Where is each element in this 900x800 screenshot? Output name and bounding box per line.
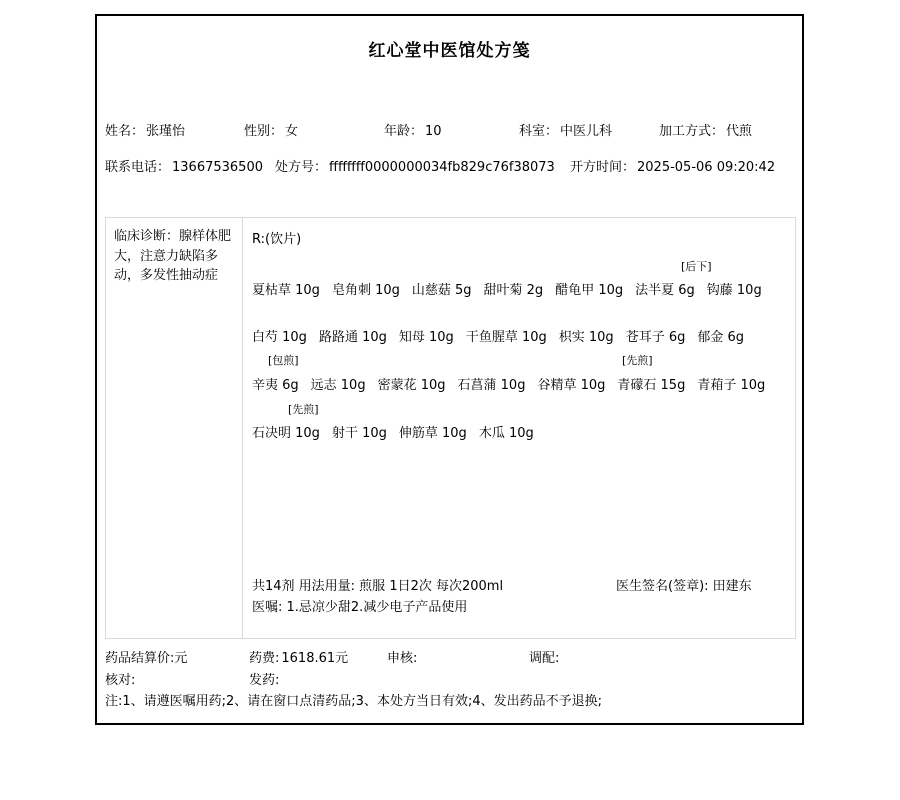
prepare-field: 调配: xyxy=(529,651,560,666)
herb-item: 石决明 10g xyxy=(252,426,320,441)
herb-item: 木瓜 10g xyxy=(478,426,534,441)
herb-item: 伸筋草 10g xyxy=(398,426,467,441)
patient-process-value: 代煎 xyxy=(726,124,753,139)
herb-line xyxy=(252,326,744,345)
footer-note: 注:1、请遵医嘱用药;2、请在窗口点清药品;3、本处方当日有效;4、发出药品不予退换; xyxy=(105,694,602,709)
patient-phone xyxy=(105,156,263,175)
patient-name-label: 姓名： xyxy=(105,124,145,139)
patient-process-method xyxy=(659,120,752,139)
patient-department-value: 中医儿科 xyxy=(560,124,613,139)
prescription-time-label: 开方时间： xyxy=(570,160,636,175)
rx-header: R:(饮片) xyxy=(252,232,302,247)
herb-line xyxy=(252,279,762,298)
herb-item: 谷精草 10g xyxy=(537,378,606,393)
dosage-summary: 共14剂 用法用量: 煎服 1日2次 每次200ml xyxy=(252,579,504,594)
herb-item: 远志 10g xyxy=(310,378,366,393)
prescription-time xyxy=(570,156,775,175)
decoct-tag-add-later: [后下] xyxy=(681,260,712,273)
patient-age-value: 10 xyxy=(425,124,442,139)
herb-item: 夏枯草 10g xyxy=(252,283,320,298)
decoct-tag-boil-first: [先煎] xyxy=(288,403,319,416)
patient-phone-label: 联系电话： xyxy=(105,160,171,175)
prescription-sheet xyxy=(95,14,804,725)
herb-item: 钩藤 10g xyxy=(706,283,762,298)
patient-gender-label: 性别： xyxy=(244,124,284,139)
herb-item: 青礞石 15g xyxy=(617,378,686,393)
herb-item: 石菖蒲 10g xyxy=(457,378,526,393)
herb-item: 密蒙花 10g xyxy=(377,378,446,393)
prescription-number-label: 处方号： xyxy=(275,160,328,175)
patient-gender-value: 女 xyxy=(285,124,299,139)
herb-item: 枳实 10g xyxy=(558,330,614,345)
herb-item: 皂角刺 10g xyxy=(331,283,400,298)
prescription-body xyxy=(105,217,796,639)
prescription-number-value: ffffffff0000000034fb829c76f38073 xyxy=(329,160,555,175)
herb-item: 郁金 6g xyxy=(697,330,744,345)
rx-area xyxy=(244,218,795,638)
medicine-fee-label: 药费: xyxy=(249,651,280,666)
herb-item: 知母 10g xyxy=(398,330,454,345)
patient-name xyxy=(105,120,185,139)
patient-department-label: 科室： xyxy=(519,124,559,139)
prescription-time-value: 2025-05-06 09:20:42 xyxy=(637,160,776,175)
herb-item: 干鱼腥草 10g xyxy=(465,330,547,345)
herb-item: 路路通 10g xyxy=(318,330,387,345)
herb-item: 醋龟甲 10g xyxy=(555,283,624,298)
herb-line xyxy=(252,374,765,393)
prescription-number xyxy=(275,156,555,175)
decoct-tag-wrap-boil: [包煎] xyxy=(268,354,299,367)
herb-item: 青葙子 10g xyxy=(697,378,766,393)
herb-item: 甜叶菊 2g xyxy=(483,283,544,298)
herb-item: 辛夷 6g xyxy=(252,378,299,393)
decoct-tag-boil-first: [先煎] xyxy=(622,354,653,367)
herb-line xyxy=(252,422,534,441)
check-field: 核对: xyxy=(105,673,136,688)
settlement-price: 药品结算价:元 xyxy=(105,651,188,666)
clinical-diagnosis: 临床诊断：腺样体肥大，注意力缺陷多动，多发性抽动症 xyxy=(106,218,243,638)
medical-advice: 医嘱: 1.忌凉少甜2.减少电子产品使用 xyxy=(252,600,468,615)
herb-item: 法半夏 6g xyxy=(635,283,695,298)
herb-item: 山慈菇 5g xyxy=(411,283,472,298)
page-title: 红心堂中医馆处方笺 xyxy=(368,41,531,61)
dispense-field: 发药: xyxy=(249,673,280,688)
medicine-fee-value: 1618.61元 xyxy=(281,651,349,666)
herb-item: 白芍 10g xyxy=(252,330,307,345)
patient-department xyxy=(519,120,612,139)
patient-gender xyxy=(244,120,298,139)
medicine-fee xyxy=(249,647,348,666)
review-field: 申核: xyxy=(387,651,418,666)
patient-name-value: 张瑾怡 xyxy=(146,124,186,139)
patient-phone-value: 13667536500 xyxy=(172,160,263,175)
patient-process-label: 加工方式： xyxy=(659,124,725,139)
herb-item: 苍耳子 6g xyxy=(625,330,686,345)
patient-age-label: 年龄： xyxy=(384,124,424,139)
doctor-signature: 医生签名(签章): 田建东 xyxy=(616,579,752,594)
herb-item: 射干 10g xyxy=(331,426,387,441)
patient-age xyxy=(384,120,442,139)
